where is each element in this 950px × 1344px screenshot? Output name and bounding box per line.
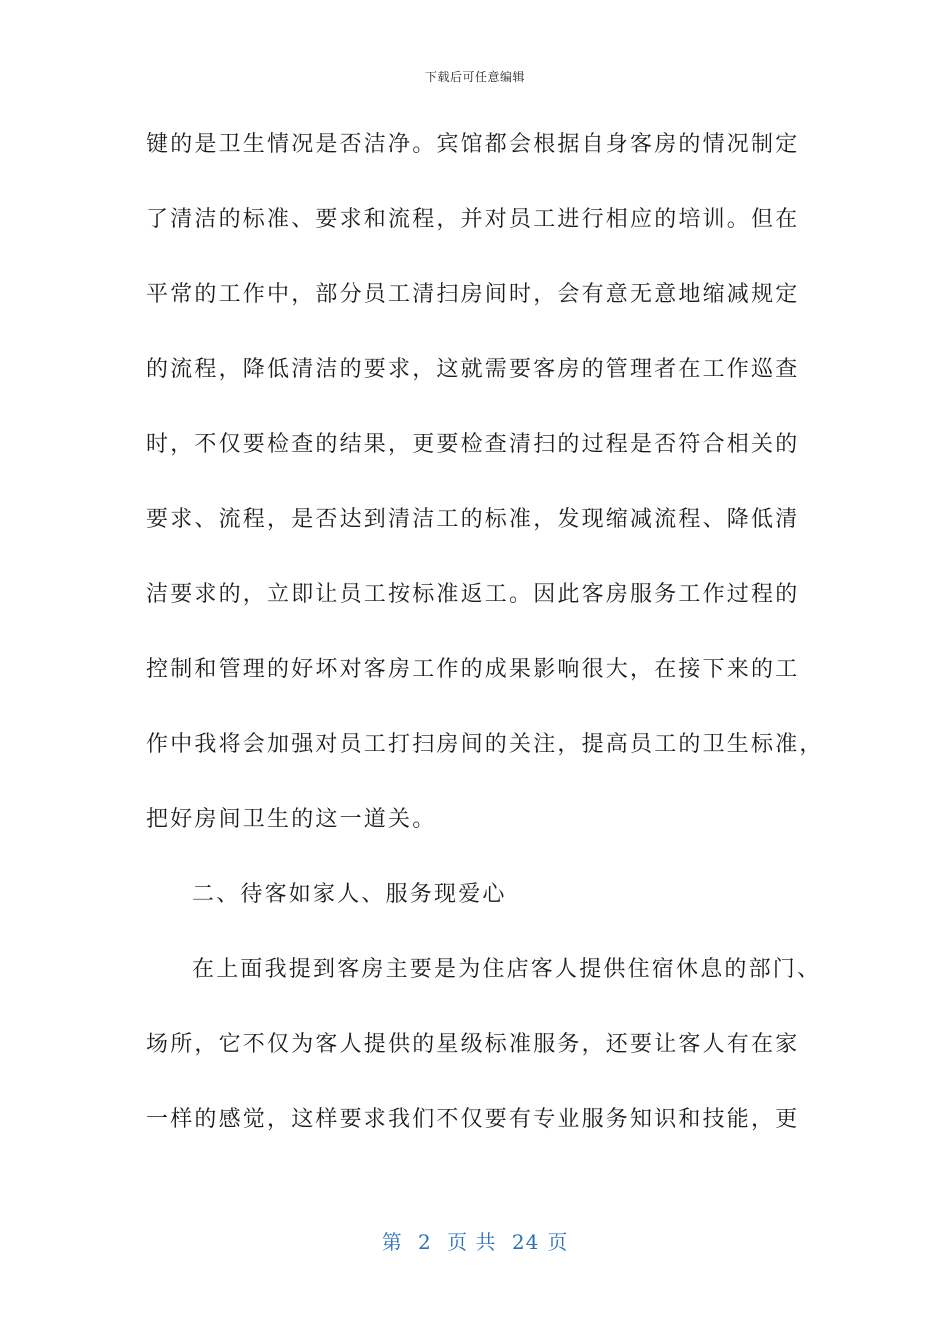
page-header: 下载后可任意编辑 (424, 70, 525, 84)
body-line: 一样的感觉，这样要求我们不仅要有专业服务知识和技能，更 (146, 1107, 800, 1132)
document-body (146, 125, 824, 1175)
page-number: 2 (418, 1230, 432, 1254)
body-line: 洁要求的，立即让员工按标准返工。因此客房服务工作过程的 (146, 582, 800, 607)
body-line: 作中我将会加强对员工打扫房间的关注，提高员工的卫生标准， (146, 732, 824, 757)
footer-middle: 页 共 (447, 1230, 497, 1254)
body-line: 场所，它不仅为客人提供的星级标准服务，还要让客人有在家 (146, 1032, 800, 1057)
body-line: 了清洁的标准、要求和流程，并对员工进行相应的培训。但在 (146, 207, 800, 232)
body-line: 把好房间卫生的这一道关。 (146, 807, 437, 832)
body-line: 要求、流程，是否达到清洁工的标准，发现缩减流程、降低清 (146, 507, 800, 532)
body-line: 平常的工作中，部分员工清扫房间时，会有意无意地缩减规定 (146, 282, 800, 307)
body-line: 键的是卫生情况是否洁净。宾馆都会根据自身客房的情况制定 (146, 132, 800, 157)
body-line: 的流程，降低清洁的要求，这就需要客房的管理者在工作巡查 (146, 357, 800, 382)
body-line: 控制和管理的好坏对客房工作的成果影响很大，在接下来的工 (146, 657, 800, 682)
body-line: 时，不仅要检查的结果，更要检查清扫的过程是否符合相关的 (146, 432, 800, 457)
page-footer (0, 1226, 950, 1255)
total-pages: 24 (511, 1230, 540, 1254)
footer-prefix: 第 (381, 1230, 403, 1254)
footer-suffix: 页 (547, 1230, 569, 1254)
section-heading: 二、待客如家人、服务现爱心 (192, 882, 507, 907)
body-line: 在上面我提到客房主要是为住店客人提供住宿休息的部门、 (192, 957, 822, 982)
